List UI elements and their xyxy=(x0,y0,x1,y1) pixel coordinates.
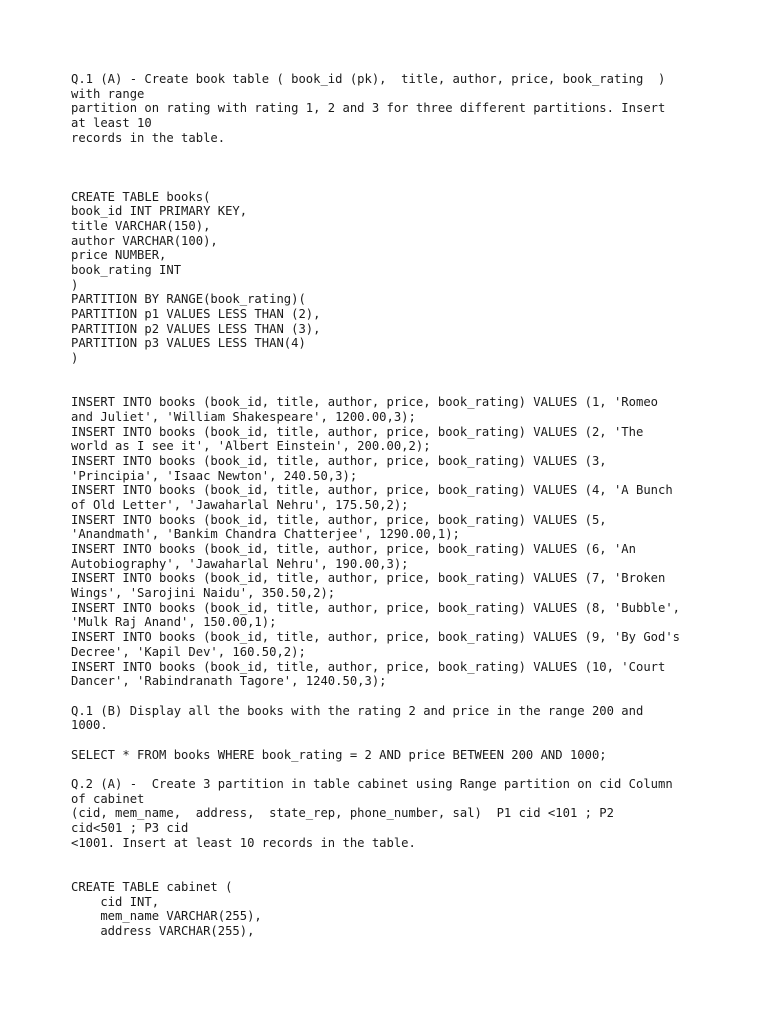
document-line: cid<501 ; P3 cid xyxy=(71,821,189,836)
document-line: book_rating INT xyxy=(71,262,182,277)
document-line xyxy=(71,175,711,190)
document-line: 1000. xyxy=(71,718,108,733)
document-line: PARTITION p3 VALUES LESS THAN(4) xyxy=(71,336,306,351)
document-line: world as I see it', 'Albert Einstein', 200.00,2); xyxy=(71,439,431,454)
document-line: address VARCHAR(255), xyxy=(71,923,255,938)
document-line: INSERT INTO books (book_id, title, author, price, book_rating) VALUES (4, 'A Bunch xyxy=(71,483,673,498)
document-line xyxy=(71,160,711,175)
document-page xyxy=(71,72,711,939)
document-line xyxy=(71,850,711,865)
document-line: Q.1 (A) - Create book table ( book_id (pk), title, author, price, book_rating ) xyxy=(71,72,666,86)
document-line: (cid, mem_name, address, state_rep, phone_number, sal) P1 cid <101 ; P2 xyxy=(71,806,614,821)
document-line: CREATE TABLE cabinet ( xyxy=(71,879,233,894)
document-line: cid INT, xyxy=(71,894,160,909)
document-line: ) xyxy=(71,351,79,366)
document-line: Q.2 (A) - Create 3 partition in table cabinet using Range partition on cid Column xyxy=(71,777,673,791)
document-line: INSERT INTO books (book_id, title, author, price, book_rating) VALUES (1, 'Romeo xyxy=(71,395,658,410)
document-line: and Juliet', 'William Shakespeare', 1200.00,3); xyxy=(71,409,416,424)
document-line xyxy=(71,145,711,160)
document-line: author VARCHAR(100), xyxy=(71,233,218,248)
document-line: INSERT INTO books (book_id, title, author, price, book_rating) VALUES (7, 'Broken xyxy=(71,571,666,586)
document-line: INSERT INTO books (book_id, title, author, price, book_rating) VALUES (2, 'The xyxy=(71,424,644,439)
document-line: Q.1 (B) Display all the books with the rating 2 and price in the range 200 and xyxy=(71,703,644,718)
document-line: INSERT INTO books (book_id, title, author, price, book_rating) VALUES (10, 'Court xyxy=(71,659,666,674)
document-line: with range xyxy=(71,86,145,101)
document-line: title VARCHAR(150), xyxy=(71,218,211,233)
document-line: Wings', 'Sarojini Naidu', 350.50,2); xyxy=(71,586,336,601)
document-line: book_id INT PRIMARY KEY, xyxy=(71,204,248,219)
document-line: mem_name VARCHAR(255), xyxy=(71,909,262,924)
document-line xyxy=(71,366,711,381)
document-line: SELECT * FROM books WHERE book_rating = 2 AND price BETWEEN 200 AND 1000; xyxy=(71,747,607,762)
document-line: price NUMBER, xyxy=(71,248,167,263)
document-line: ) xyxy=(71,277,79,292)
document-line: <1001. Insert at least 10 records in the table. xyxy=(71,835,416,850)
document-line xyxy=(71,865,711,880)
document-line: INSERT INTO books (book_id, title, author, price, book_rating) VALUES (3, xyxy=(71,453,607,468)
document-line: INSERT INTO books (book_id, title, author, price, book_rating) VALUES (9, 'By God's xyxy=(71,630,681,645)
document-line xyxy=(71,689,711,704)
document-line: INSERT INTO books (book_id, title, author, price, book_rating) VALUES (8, 'Bubble', xyxy=(71,600,681,615)
document-line: PARTITION p1 VALUES LESS THAN (2), xyxy=(71,307,321,321)
document-line xyxy=(71,733,711,748)
document-line: of Old Letter', 'Jawaharlal Nehru', 175.50,2); xyxy=(71,497,409,512)
document-line: CREATE TABLE books( xyxy=(71,189,211,204)
document-line: Dancer', 'Rabindranath Tagore', 1240.50,3); xyxy=(71,674,387,689)
document-line: 'Anandmath', 'Bankim Chandra Chatterjee', 1290.00,1); xyxy=(71,527,460,542)
document-line: Autobiography', 'Jawaharlal Nehru', 190.00,3); xyxy=(71,556,409,571)
document-line: at least 10 xyxy=(71,116,152,131)
document-line: records in the table. xyxy=(71,130,226,145)
document-line: INSERT INTO books (book_id, title, author, price, book_rating) VALUES (6, 'An xyxy=(71,542,636,556)
document-line: partition on rating with rating 1, 2 and 3 for three different partitions. Insert xyxy=(71,101,666,116)
document-line xyxy=(71,762,711,777)
document-line: 'Mulk Raj Anand', 150.00,1); xyxy=(71,615,277,630)
document-line: of cabinet xyxy=(71,791,145,806)
document-line: PARTITION p2 VALUES LESS THAN (3), xyxy=(71,321,321,336)
document-line: 'Principia', 'Isaac Newton', 240.50,3); xyxy=(71,468,358,483)
document-line: Decree', 'Kapil Dev', 160.50,2); xyxy=(71,644,306,659)
document-line: INSERT INTO books (book_id, title, author, price, book_rating) VALUES (5, xyxy=(71,512,607,527)
document-line: PARTITION BY RANGE(book_rating)( xyxy=(71,292,306,307)
document-line xyxy=(71,380,711,395)
